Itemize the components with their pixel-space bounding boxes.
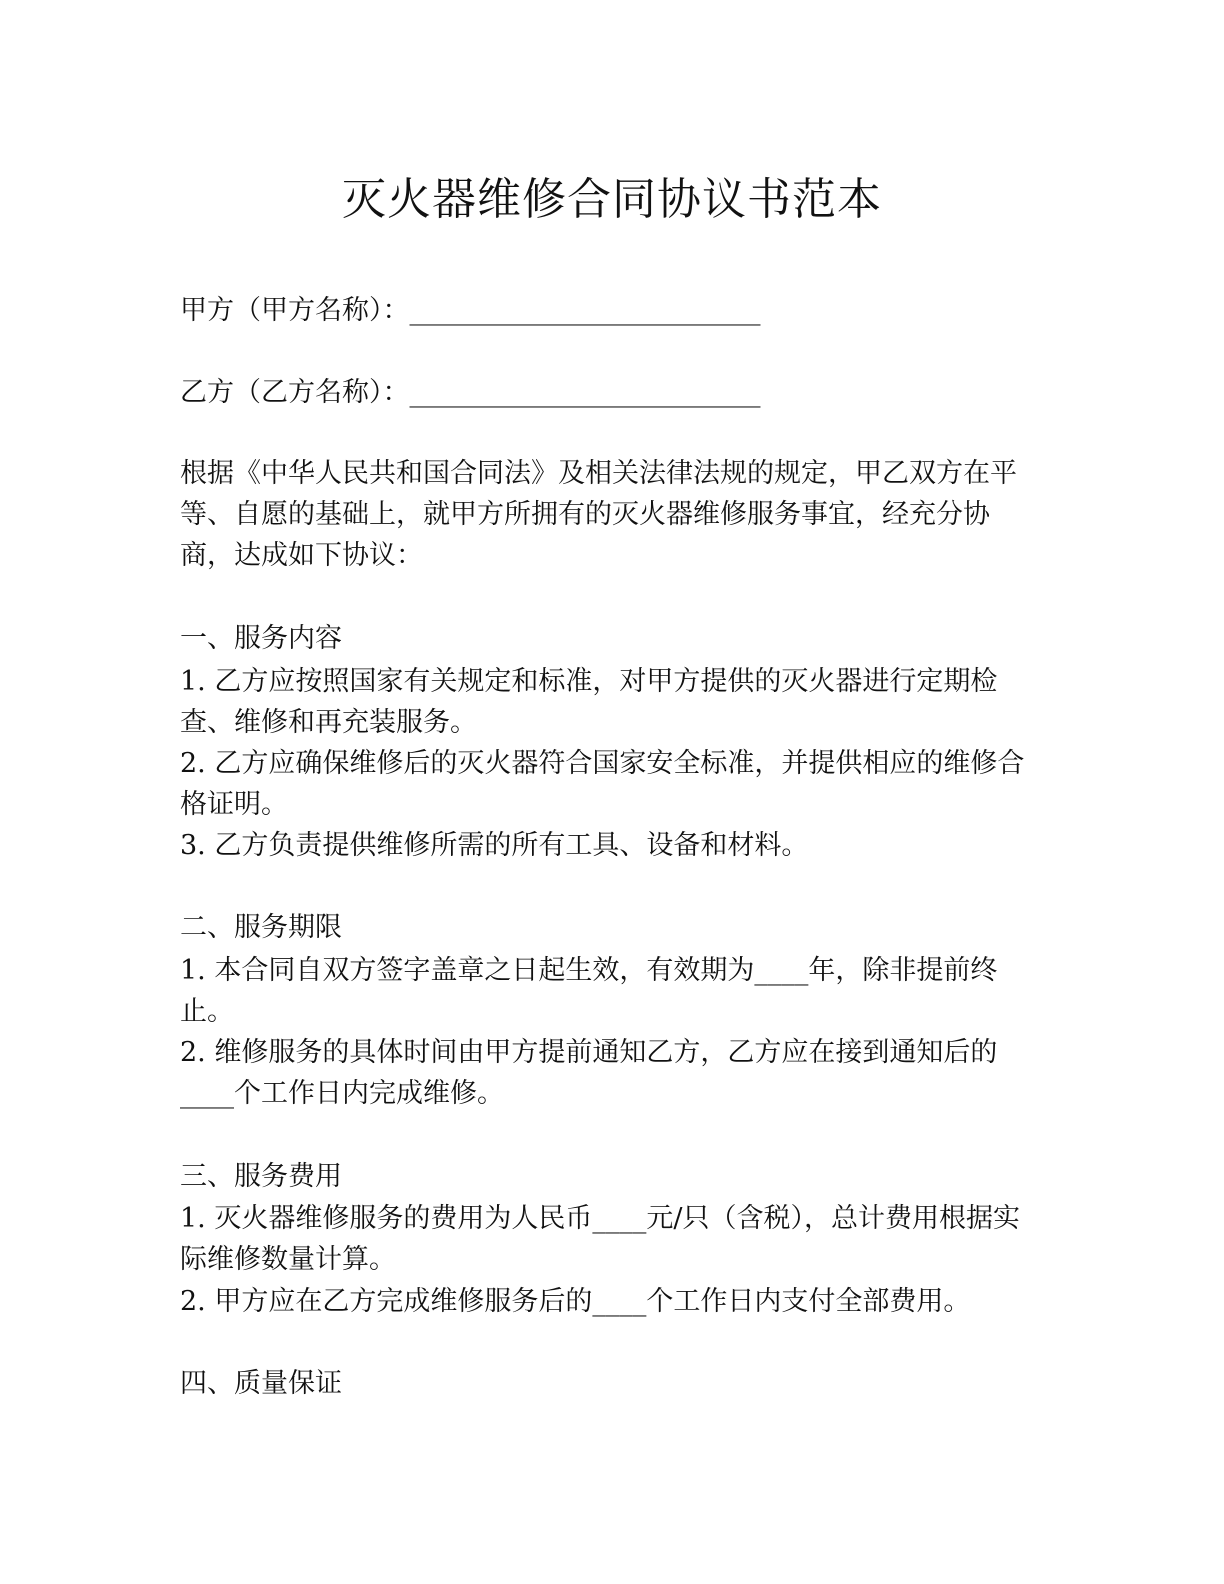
section-heading-service-content: 一、服务内容 <box>180 623 342 654</box>
section-item: 2. 甲方应在乙方完成维修服务后的____个工作日内支付全部费用。 <box>180 1286 971 1317</box>
section-item: 1. 灭火器维修服务的费用为人民币____元/只（含税），总计费用根据实际维修数量计算。 <box>180 1203 1020 1275</box>
section-item: 3. 乙方负责提供维修所需的所有工具、设备和材料。 <box>180 830 809 861</box>
section-item: 1. 本合同自双方签字盖章之日起生效，有效期为____年，除非提前终止。 <box>180 955 998 1027</box>
section-item: 2. 维修服务的具体时间由甲方提前通知乙方，乙方应在接到通知后的____个工作日内完成维修。 <box>180 1037 998 1109</box>
party-b-line: 乙方（乙方名称）：__________________________ <box>180 377 761 408</box>
section-heading-quality-guarantee: 四、质量保证 <box>180 1368 342 1399</box>
document-title: 灭火器维修合同协议书范本 <box>342 174 882 225</box>
section-heading-service-fee: 三、服务费用 <box>180 1161 342 1192</box>
preamble-paragraph: 根据《中华人民共和国合同法》及相关法律法规的规定，甲乙双方在平等、自愿的基础上，就甲方所拥有的灭火器维修服务事宜，经充分协商，达成如下协议： <box>180 458 1017 571</box>
section-heading-service-period: 二、服务期限 <box>180 912 342 943</box>
section-item: 1. 乙方应按照国家有关规定和标准，对甲方提供的灭火器进行定期检查、维修和再充装服务。 <box>180 666 998 738</box>
section-item: 2. 乙方应确保维修后的灭火器符合国家安全标准，并提供相应的维修合格证明。 <box>180 748 1025 820</box>
party-a-line: 甲方（甲方名称）：__________________________ <box>180 295 761 326</box>
